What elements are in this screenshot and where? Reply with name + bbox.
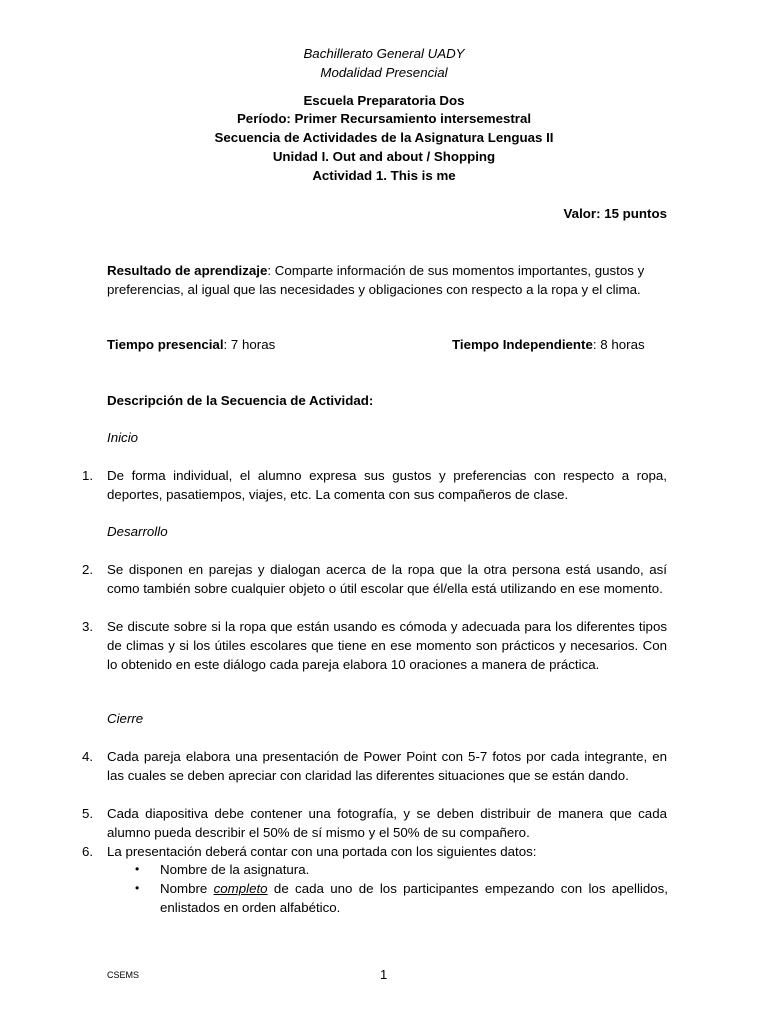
bullet-icon: • — [135, 862, 140, 876]
tiempo-presencial-label: Tiempo presencial — [107, 337, 224, 352]
resultado-line2: preferencias, al igual que las necesidades y obligaciones con respecto a la ropa y el clima. — [107, 282, 641, 297]
item-text: De forma individual, el alumno expresa sus gustos y preferencias con respecto a ropa, deportes, pasatiempos, viajes, etc. La comenta con sus compañeros de clase. — [107, 468, 667, 502]
descripcion-heading: Descripción de la Secuencia de Actividad: — [107, 393, 374, 408]
bullet-text-post: de cada uno de los participantes empezando con los apellidos, enlistados en orden alfabético. — [160, 881, 668, 915]
title-activity: Actividad 1. This is me — [312, 168, 456, 183]
item-number: 3. — [82, 619, 94, 634]
title-sequence: Secuencia de Actividades de la Asignatura Lenguas II — [214, 130, 554, 145]
title-period: Período: Primer Recursamiento intersemestral — [236, 111, 532, 126]
header-modality: Modalidad Presencial — [320, 65, 448, 80]
item-text: Cada pareja elabora una presentación de Power Point con 5-7 fotos por cada integrante, en las cuales se deben apreciar con claridad las diferentes situaciones que se están dando. — [107, 749, 667, 783]
resultado-label: Resultado de aprendizaje — [107, 263, 268, 278]
resultado-line1: : Comparte información de sus momentos importantes, gustos y — [267, 263, 645, 278]
item-text: Se discute sobre si la ropa que están usando es cómoda y adecuada para los diferentes tipos de climas y si los útiles escolares que tiene en ese momento son prácticos y necesarios. Con lo obtenido en este diálogo cada pareja elabora 10 oraciones a manera de práctica. — [107, 619, 667, 672]
item-number: 1. — [82, 468, 94, 483]
tiempo-independiente-label: Tiempo Independiente — [452, 337, 593, 352]
item-text: Se disponen en parejas y dialogan acerca de la ropa que la otra persona está usando, así como también sobre cualquier objeto o útil escolar que él/ella está utilizando en ese momento. — [107, 562, 667, 596]
header-institution: Bachillerato General UADY — [303, 46, 465, 61]
bullet-text — [160, 879, 668, 917]
section-cierre: Cierre — [107, 711, 144, 726]
valor-points: Valor: 15 puntos — [563, 206, 667, 221]
item-number: 5. — [82, 806, 94, 821]
page-number: 1 — [380, 967, 388, 982]
item-text: La presentación deberá contar con una portada con los siguientes datos: — [107, 844, 537, 859]
item-number: 2. — [82, 562, 94, 577]
tiempo-presencial — [107, 337, 275, 352]
footer-label: CSEMS — [107, 970, 140, 980]
section-inicio: Inicio — [107, 430, 139, 445]
title-school: Escuela Preparatoria Dos — [303, 93, 465, 108]
bullet-text-emphasis: completo — [213, 881, 268, 896]
section-desarrollo: Desarrollo — [107, 524, 168, 539]
bullet-text: Nombre de la asignatura. — [160, 862, 310, 877]
resultado-paragraph — [107, 261, 667, 299]
title-unit: Unidad I. Out and about / Shopping — [272, 149, 496, 164]
tiempo-presencial-value: : 7 horas — [223, 337, 276, 352]
item-number: 4. — [82, 749, 94, 764]
bullet-icon: • — [135, 881, 140, 895]
bullet-text-pre: Nombre — [160, 881, 214, 896]
tiempo-independiente-value: : 8 horas — [592, 337, 645, 352]
item-number: 6. — [82, 844, 94, 859]
tiempo-independiente — [452, 337, 645, 352]
item-text: Cada diapositiva debe contener una fotografía, y se deben distribuir de manera que cada alumno pueda describir el 50% de sí mismo y el 50% de su compañero. — [107, 806, 667, 840]
